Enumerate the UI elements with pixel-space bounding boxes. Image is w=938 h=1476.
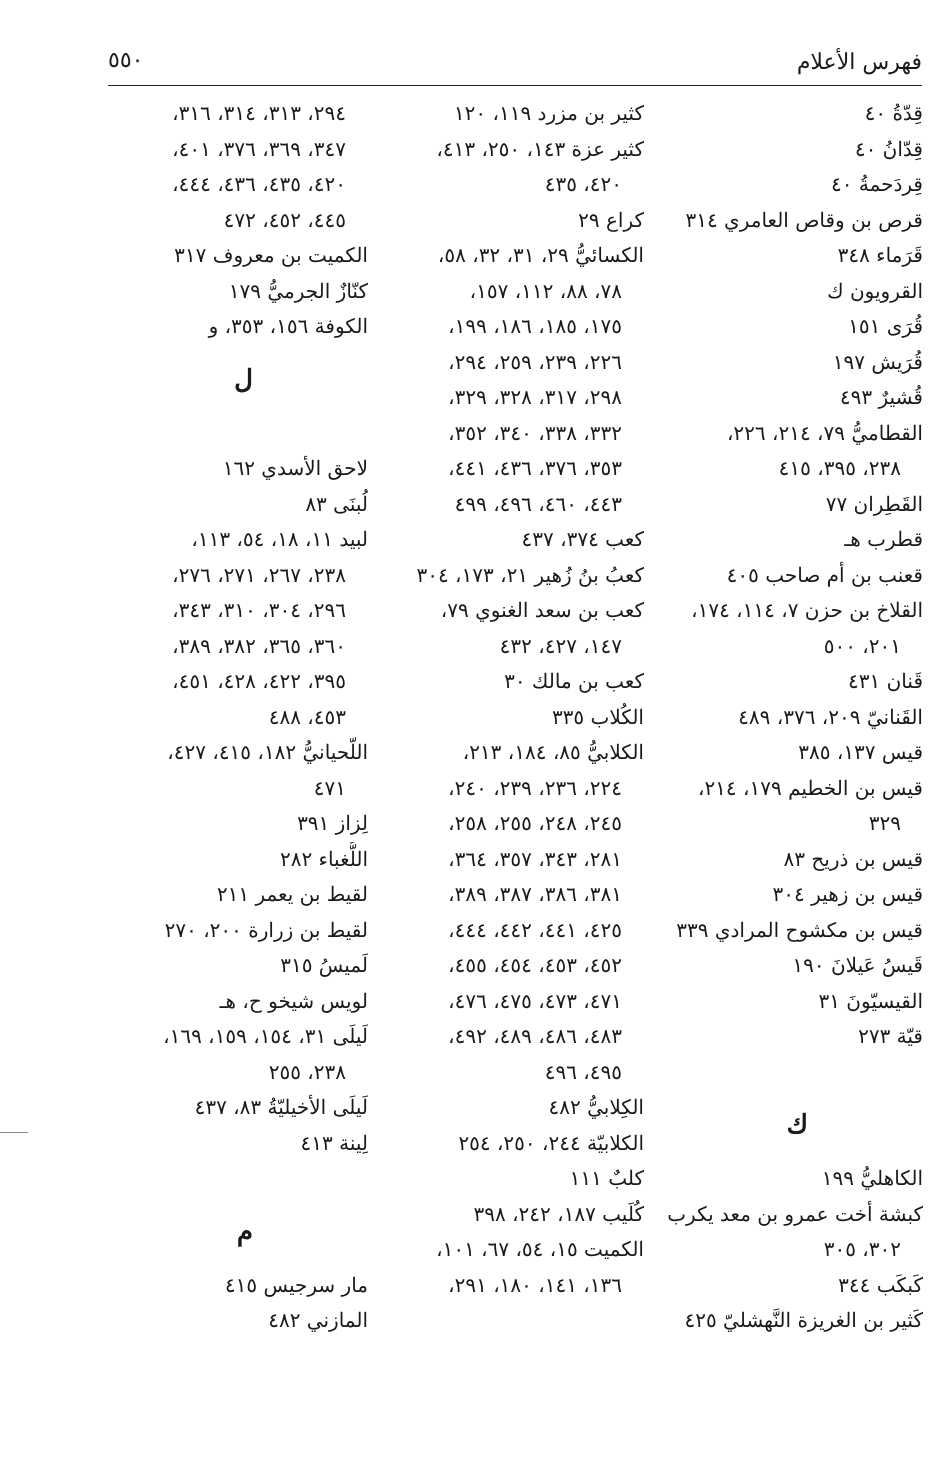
index-entry: قيس بن زهير ٣٠٤ <box>772 882 923 906</box>
index-entry: الكوفة ١٥٦، ٣٥٣، و <box>208 314 368 338</box>
index-entry: قيس بن ذريح ٨٣ <box>783 846 923 871</box>
index-entry: قِدّةُ ٤٠ <box>864 101 923 125</box>
index-entry-continuation: ١٧٥، ١٨٥، ١٨٦، ١٩٩، <box>448 314 622 338</box>
section-letter-heading: ل <box>234 364 253 395</box>
index-column-middle <box>382 96 644 1303</box>
index-entry: مار سرجيس ٤١٥ <box>224 1272 368 1297</box>
section-spacer <box>655 1055 923 1091</box>
index-entry: قِردَحمةُ ٤٠ <box>831 172 923 196</box>
index-entry: لقيط بن يعمر ٢١١ <box>216 882 368 906</box>
index-entry: قَرَماء ٣٤٨ <box>837 243 923 267</box>
index-entry: لِزاز ٣٩١ <box>297 811 368 835</box>
header-rule <box>108 85 922 86</box>
index-entry-continuation: ٢٩٤، ٣١٣، ٣١٤، ٣١٦، <box>172 101 346 125</box>
index-entry-continuation: ٢٤٥، ٢٤٨، ٢٥٥، ٢٥٨، <box>448 811 622 835</box>
index-entry: كعب بن سعد الغنوي ٧٩، <box>440 598 644 622</box>
index-entry: الكاهليُّ ١٩٩ <box>821 1166 923 1190</box>
index-entry: قِدّانُ ٤٠ <box>854 136 923 161</box>
index-entry: كُلَيب ١٨٧، ٢٤٢، ٣٩٨ <box>473 1201 644 1226</box>
index-entry: القرويون ك <box>827 278 923 303</box>
index-entry: لِينة ٤١٣ <box>300 1130 368 1155</box>
index-entry-continuation: ٤٨٣، ٤٨٦، ٤٨٩، ٤٩٢، <box>448 1024 622 1048</box>
index-entry: قُرَيش ١٩٧ <box>832 349 923 374</box>
index-entry: قطرب هـ <box>844 527 923 551</box>
index-entry: قُشيرٌ ٤٩٣ <box>839 385 923 409</box>
index-entry-continuation: ٢٣٨، ٣٩٥، ٤١٥ <box>778 456 901 480</box>
index-entry: كَبكَب ٣٤٤ <box>838 1272 923 1297</box>
index-entry-continuation: ٣٩٥، ٤٢٢، ٤٢٨، ٤٥١، <box>172 669 346 693</box>
index-entry: قَنان ٤٣١ <box>848 669 923 693</box>
index-entry: قُرَى ١٥١ <box>848 314 923 338</box>
index-entry-continuation: ٤٢٠، ٤٣٥، ٤٣٦، ٤٤٤، <box>172 172 346 196</box>
index-entry: كعب ٣٧٤، ٤٣٧ <box>521 527 644 551</box>
index-column-left <box>108 96 368 1339</box>
section-letter-heading: ك <box>786 1110 808 1140</box>
index-entry: القيسيّونَ ٣١ <box>818 988 923 1013</box>
index-entry-continuation: ٣٠٢، ٣٠٥ <box>823 1237 901 1261</box>
index-entry-continuation: ٤٥٢، ٤٥٣، ٤٥٤، ٤٥٥، <box>448 953 622 977</box>
index-entry: قرص بن وقاص العامري ٣١٤ <box>685 207 923 232</box>
index-entry: الكميت ١٥، ٥٤، ٦٧، ١٠١، <box>436 1237 644 1261</box>
index-entry: لويس شيخو ح، هـ <box>219 988 368 1013</box>
index-entry: لاحق الأسدي ١٦٢ <box>222 456 368 480</box>
index-entry-continuation: ١٤٧، ٤٢٧، ٤٣٢ <box>499 633 622 658</box>
index-entry-continuation: ١٣٦، ١٤١، ١٨٠، ٢٩١، <box>448 1272 622 1297</box>
index-entry: كبشة أخت عمرو بن معد يكرب <box>667 1201 923 1226</box>
index-entry-continuation: ٢٩٦، ٣٠٤، ٣١٠، ٣٤٣، <box>172 598 346 622</box>
running-title: فهرس الأعلام <box>796 50 922 75</box>
section-spacer <box>108 1161 368 1197</box>
index-entry: الكسائيُّ ٢٩، ٣١، ٣٢، ٥٨، <box>437 243 644 267</box>
index-entry: اللُّغباء ٢٨٢ <box>279 846 368 871</box>
index-entry-continuation: ٤٧١، ٤٧٣، ٤٧٥، ٤٧٦، <box>448 988 622 1013</box>
index-entry: لقيط بن زرارة ٢٠٠، ٢٧٠ <box>164 917 368 942</box>
index-entry: الكميت بن معروف ٣١٧ <box>174 243 368 267</box>
index-entry: القَطِران ٧٧ <box>825 491 923 516</box>
index-entry: القَنانيّ ٢٠٩، ٣٧٦، ٤٨٩ <box>738 704 923 729</box>
index-entry-continuation: ٣٨١، ٣٨٦، ٣٨٧، ٣٨٩، <box>448 882 622 906</box>
index-entry-continuation: ٢٨١، ٣٤٣، ٣٥٧، ٣٦٤، <box>448 846 622 871</box>
index-entry-continuation: ٤٩٥، ٤٩٦ <box>544 1059 622 1084</box>
index-entry: قيّة ٢٧٣ <box>858 1024 923 1048</box>
index-entry: الكُلاب ٣٣٥ <box>551 704 644 729</box>
index-entry-continuation: ٣٢٩ <box>868 811 901 835</box>
index-entry: كثير بن مزرد ١١٩، ١٢٠ <box>453 101 644 125</box>
index-entry: قيس بن مكشوح المرادي ٣٣٩ <box>676 917 923 942</box>
index-entry: كعبُ بنُ زُهير ٢١، ١٧٣، ٣٠٤ <box>416 562 644 587</box>
index-entry-continuation: ٤٥٣، ٤٨٨ <box>268 704 346 729</box>
index-entry: كنّازٌ الجرميُّ ١٧٩ <box>228 278 368 303</box>
index-entry-continuation: ٣٥٣، ٣٧٦، ٤٣٦، ٤٤١، <box>448 456 622 480</box>
index-entry: كراع ٢٩ <box>578 207 644 232</box>
index-entry-continuation: ٤٤٥، ٤٥٢، ٤٧٢ <box>223 207 346 232</box>
index-entry-continuation: ٤٤٣، ٤٦٠، ٤٩٦، ٤٩٩ <box>454 491 622 516</box>
index-entry-continuation: ٢٢٤، ٢٣٦، ٢٣٩، ٢٤٠، <box>448 775 622 800</box>
scan-edge-mark <box>0 1132 28 1133</box>
index-entry: لَيلَى الأخيليّةُ ٨٣، ٤٣٧ <box>194 1095 368 1119</box>
index-entry-continuation: ٢٣٨، ٢٦٧، ٢٧١، ٢٧٦، <box>172 562 346 587</box>
index-entry-continuation: ٣٦٠، ٣٦٥، ٣٨٢، ٣٨٩، <box>172 633 346 658</box>
page-number: ٥٥٠ <box>108 48 144 73</box>
index-entry: لَيلَى ٣١، ١٥٤، ١٥٩، ١٦٩، <box>163 1024 368 1048</box>
index-entry-continuation: ٧٨، ٨٨، ١١٢، ١٥٧، <box>469 278 622 303</box>
index-entry: كَثير بن الغريزة النَّهشليّ ٤٢٥ <box>684 1308 923 1332</box>
index-entry: اللّحيانيُّ ١٨٢، ٤١٥، ٤٢٧، <box>167 740 368 764</box>
index-entry: الكلابيّة ٢٤٤، ٢٥٠، ٢٥٤ <box>458 1130 644 1155</box>
index-entry-continuation: ٤٢٥، ٤٤١، ٤٤٢، ٤٤٤، <box>448 917 622 942</box>
index-entry-continuation: ٣٣٢، ٣٣٨، ٣٤٠، ٣٥٢، <box>448 420 622 445</box>
index-column-right <box>655 96 923 1339</box>
index-entry-continuation: ٢٩٨، ٣١٧، ٣٢٨، ٣٢٩، <box>448 385 622 409</box>
index-entry: قعنب بن أم صاحب ٤٠٥ <box>726 562 923 587</box>
section-letter-heading: م <box>236 1216 253 1247</box>
index-entry: كلبٌ ١١١ <box>569 1166 644 1190</box>
index-entry-continuation: ٢٣٨، ٢٥٥ <box>268 1059 346 1084</box>
index-entry-continuation: ٤٧١ <box>313 775 346 800</box>
index-entry-continuation: ٤٢٠، ٤٣٥ <box>544 172 622 196</box>
page-header <box>108 40 922 84</box>
index-entry: لَميسُ ٣١٥ <box>280 953 368 977</box>
index-entry: المازني ٤٨٢ <box>268 1308 368 1332</box>
index-entry: الكِلابيُّ ٤٨٢ <box>548 1095 644 1119</box>
index-entry: لُبنَى ٨٣ <box>305 491 368 516</box>
index-entry: قَيسُ عَيلانَ ١٩٠ <box>792 953 923 977</box>
index-entry: كثير عزة ١٤٣، ٢٥٠، ٤١٣، <box>436 136 644 161</box>
index-entry-continuation: ٢٠١، ٥٠٠ <box>823 633 901 658</box>
index-entry: القطاميُّ ٧٩، ٢١٤، ٢٢٦، <box>726 420 923 445</box>
index-entry: الكلابيُّ ٨٥، ١٨٤، ٢١٣، <box>462 740 644 764</box>
index-entry-continuation: ٣٤٧، ٣٦٩، ٣٧٦، ٤٠١، <box>172 136 346 161</box>
section-spacer <box>108 416 368 452</box>
index-entry: كعب بن مالك ٣٠ <box>504 669 644 693</box>
index-entry: القلاخ بن حزن ٧، ١١٤، ١٧٤، <box>691 598 923 622</box>
index-entry: قيس بن الخطيم ١٧٩، ٢١٤، <box>697 775 923 800</box>
index-entry: قيس ١٣٧، ٣٨٥ <box>798 740 923 764</box>
index-entry: لبيد ١١، ١٨، ٥٤، ١١٣، <box>191 527 368 551</box>
index-entry-continuation: ٢٢٦، ٢٣٩، ٢٥٩، ٢٩٤، <box>448 349 622 374</box>
